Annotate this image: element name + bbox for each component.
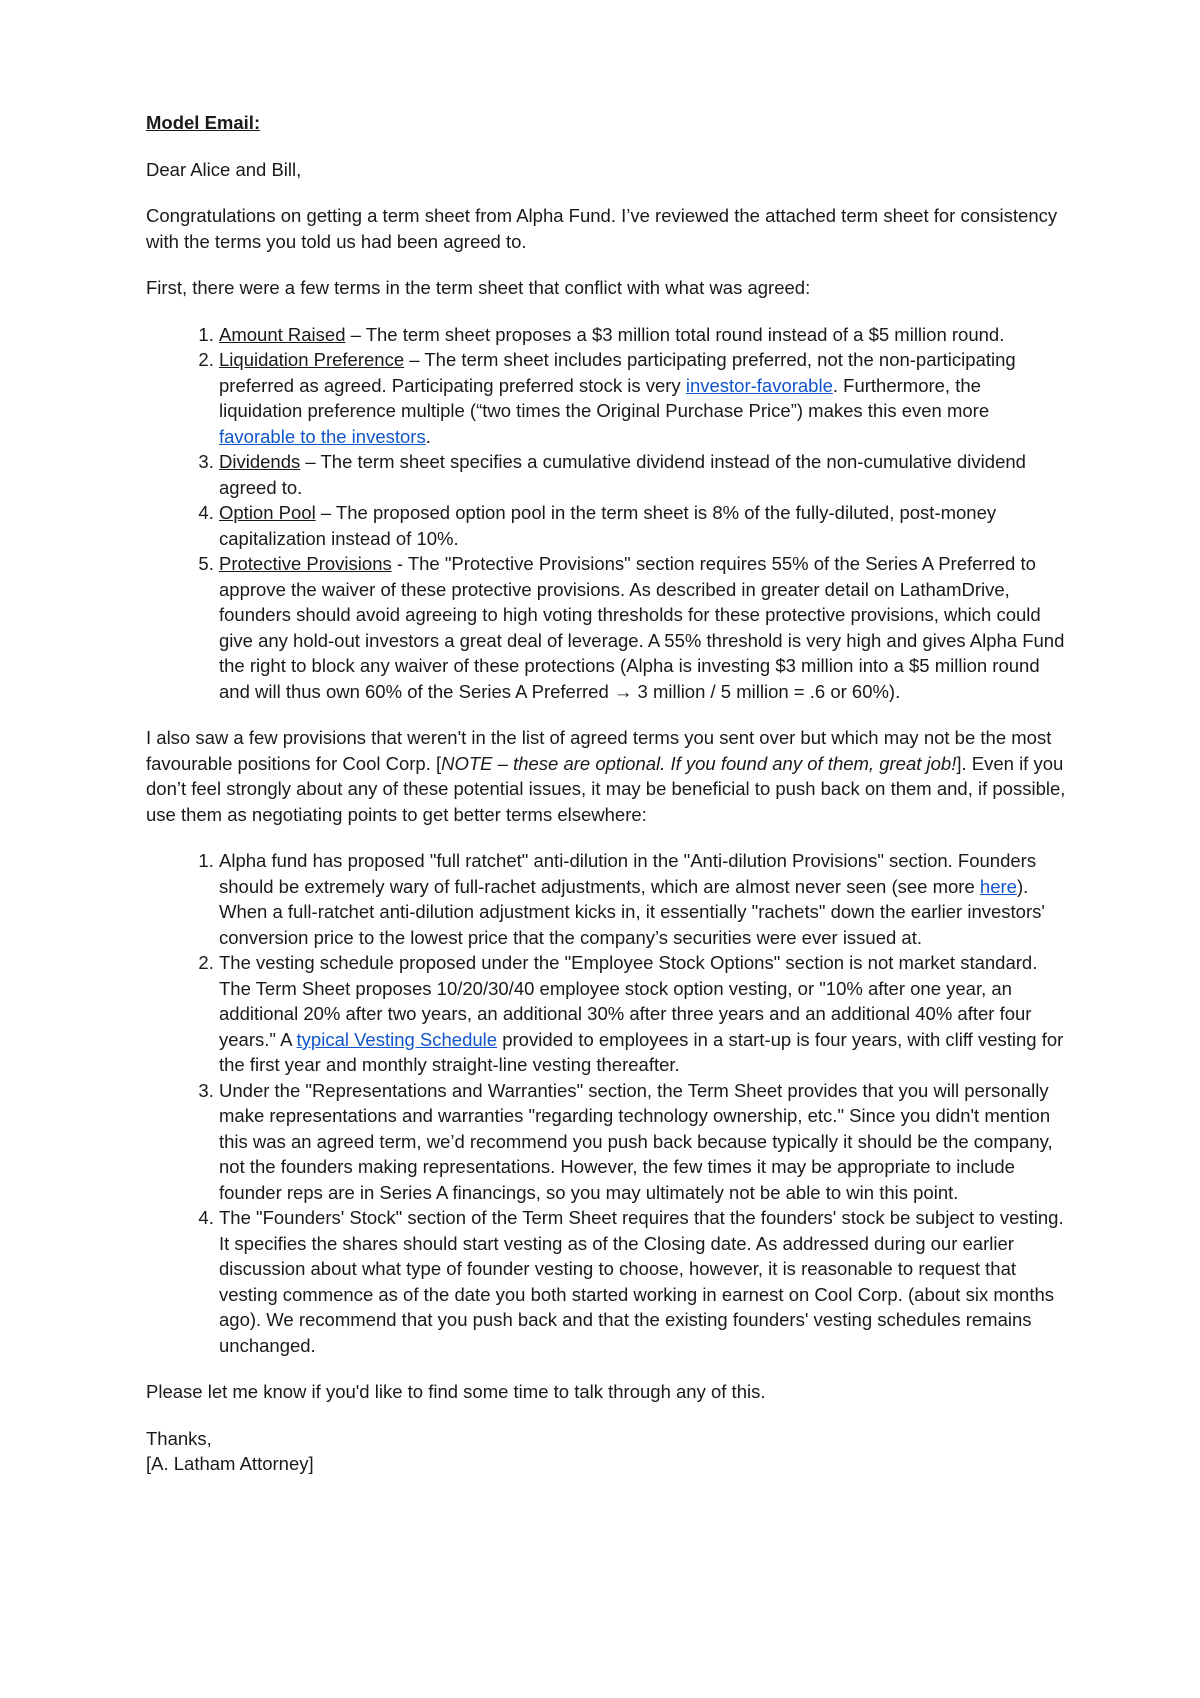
investor-favorable-link[interactable]: investor-favorable bbox=[685, 374, 833, 396]
optional-intro-text: I also saw a few provisions that weren't in the list of agreed terms you sent over but which may not be the most favourable positions for Cool Corp. [ bbox=[146, 727, 1052, 774]
email-document bbox=[146, 110, 1066, 1477]
term-option-pool: Option Pool bbox=[219, 502, 316, 523]
optional-intro bbox=[146, 725, 1066, 827]
signoff: Thanks, bbox=[146, 1427, 212, 1449]
signature: [A. Latham Attorney] bbox=[146, 1453, 314, 1474]
conflict-list bbox=[146, 322, 1066, 705]
item-text: – The term sheet specifies a cumulative dividend instead of the non-cumulative dividend agreed to. bbox=[219, 451, 1026, 498]
list-item bbox=[219, 1205, 1066, 1358]
list-item bbox=[219, 950, 1066, 1078]
conflict-intro: First, there were a few terms in the term sheet that conflict with what was agreed: bbox=[146, 277, 811, 298]
favorable-to-investors-link[interactable]: favorable to the investors bbox=[219, 425, 426, 447]
list-item bbox=[219, 848, 1066, 950]
term-amount-raised: Amount Raised bbox=[219, 323, 346, 345]
item-text: . bbox=[425, 425, 431, 447]
optional-note: NOTE – these are optional. If you found any of them, great job! bbox=[441, 752, 957, 774]
item-text: – The term sheet includes participating preferred, not the non-participating preferred as agreed. Participating preferred stock is very bbox=[219, 349, 1016, 396]
optional-intro-text: ]. Even if you don’t feel strongly about any of these potential issues, it may be beneficial to push back on them and, if possible, use them as negotiating points to get better terms elsewhere: bbox=[146, 752, 1066, 825]
list-item bbox=[219, 500, 1066, 551]
term-liquidation-preference: Liquidation Preference bbox=[219, 349, 405, 370]
item-text: – The term sheet proposes a $3 million total round instead of a $5 million round. bbox=[345, 323, 1005, 345]
closing-paragraph: Please let me know if you'd like to find some time to talk through any of this. bbox=[146, 1381, 766, 1402]
list-item bbox=[219, 347, 1066, 449]
list-item bbox=[219, 449, 1066, 500]
item-text: – The proposed option pool in the term sheet is 8% of the fully-diluted, post-money capitalization instead of 10%. bbox=[219, 502, 997, 549]
item-text: - The "Protective Provisions" section requires 55% of the Series A Preferred to approve the waiver of these protective provisions. As described in greater detail on LathamDrive, founders should avoid agreeing to high voting thresholds for these protective provisions, which could give any hold-out investors a great deal of leverage. A 55% threshold is very high and gives Alpha Fund the right to block any waiver of these protections (Alpha is investing $3 million into a $5 million round and will thus own 60% of the Series A Preferred → 3 million / 5 million = .6 or 60%). bbox=[219, 553, 1065, 702]
term-dividends: Dividends bbox=[219, 451, 301, 472]
term-protective-provisions: Protective Provisions bbox=[219, 553, 392, 574]
item-text: The vesting schedule proposed under the "Employee Stock Options" section is not market standard. The Term Sheet proposes 10/20/30/40 employee stock option vesting, or "10% after one year, an additional 20% after two years, an additional 30% after three years and an additional 40% after four years." A bbox=[219, 952, 1038, 1050]
item-text: ). When a full-ratchet anti-dilution adjustment kicks in, it essentially "rachets" down the earlier investors' conversion price to the lowest price that the company’s securities were ever issued at. bbox=[219, 875, 1045, 948]
page-title: Model Email: bbox=[146, 112, 261, 133]
item-text: . Furthermore, the liquidation preference multiple (“two times the Original Purchase Price”) makes this even more bbox=[219, 374, 990, 421]
here-link[interactable]: here bbox=[979, 875, 1017, 897]
optional-list bbox=[146, 848, 1066, 1358]
item-text: The "Founders' Stock" section of the Term Sheet requires that the founders' stock be subject to vesting. It specifies the shares should start vesting as of the Closing date. As addressed during our earlier discussion about what type of founder vesting to choose, however, it is reasonable to request that vesting commence as of the date you both started working in earnest on Cool Corp. (about six months ago). We recommend that you push back and that the existing founders' vesting schedules remains unchanged. bbox=[219, 1207, 1064, 1356]
list-item bbox=[219, 551, 1066, 704]
item-text: provided to employees in a start-up is four years, with cliff vesting for the first year and monthly straight-line vesting thereafter. bbox=[219, 1028, 1064, 1075]
list-item bbox=[219, 1078, 1066, 1206]
intro-paragraph: Congratulations on getting a term sheet from Alpha Fund. I’ve reviewed the attached term sheet for consistency with the terms you told us had been agreed to. bbox=[146, 205, 1058, 252]
item-text: Under the "Representations and Warranties" section, the Term Sheet provides that you will personally make representations and warranties "regarding technology ownership, etc." Since you didn't mention this was an agreed term, we’d recommend you push back because typically it should be the company, not the founders making representations. However, the few times it may be appropriate to include founder reps are in Series A financings, so you may ultimately not be able to win this point. bbox=[219, 1079, 1053, 1203]
typical-vesting-schedule-link[interactable]: typical Vesting Schedule bbox=[296, 1028, 498, 1050]
greeting: Dear Alice and Bill, bbox=[146, 158, 302, 180]
item-text: Alpha fund has proposed "full ratchet" anti-dilution in the "Anti-dilution Provisions" section. Founders should be extremely wary of full-rachet adjustments, which are almost never seen (see more bbox=[219, 850, 1037, 897]
list-item bbox=[219, 322, 1066, 348]
